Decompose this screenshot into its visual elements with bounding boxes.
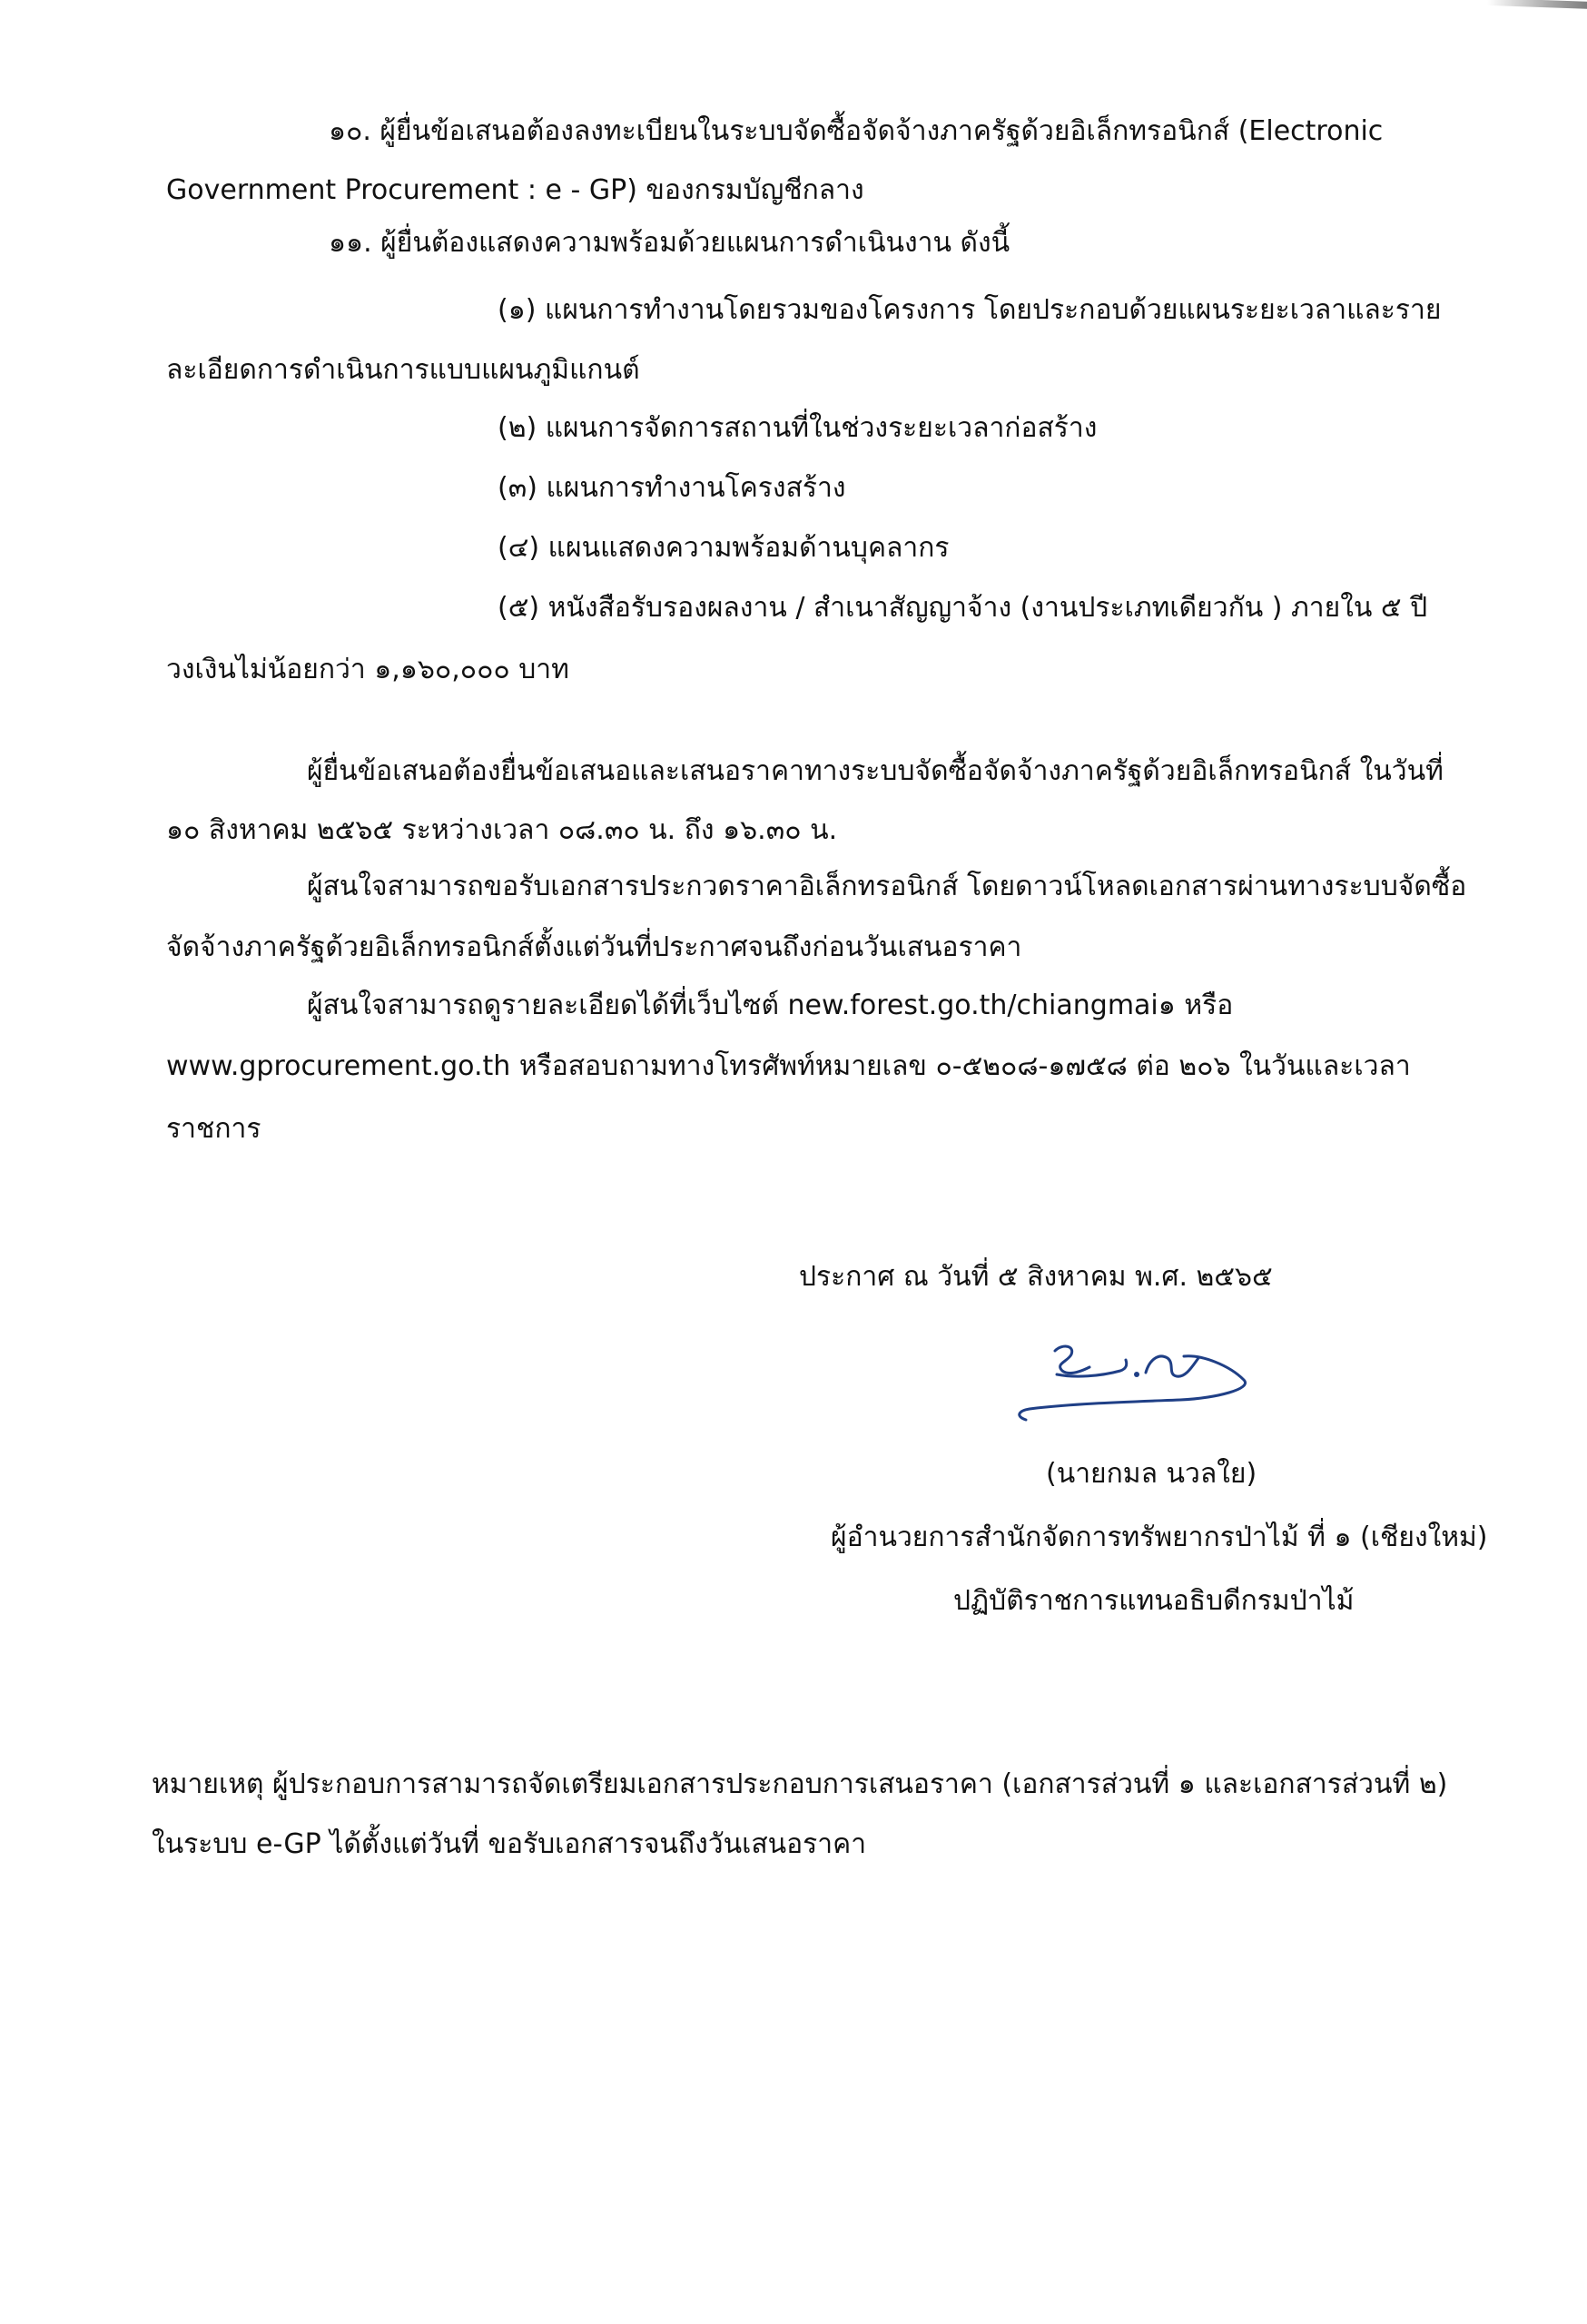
- plan-2: (๒) แผนการจัดการสถานที่ในช่วงระยะเวลาก่อสร้าง: [498, 412, 1098, 444]
- submission-line-1: ผู้ยื่นข้อเสนอต้องยื่นข้อเสนอและเสนอราคาทางระบบจัดซื้อจัดจ้างภาครัฐด้วยอิเล็กทรอนิกส์ ในวันที่: [307, 755, 1444, 787]
- plan-4: (๔) แผนแสดงความพร้อมด้านบุคลากร: [498, 532, 950, 564]
- signer-name: (นายกมล นวลใย): [1046, 1458, 1257, 1490]
- plan-5-line-2: วงเงินไม่น้อยกว่า ๑,๑๖๐,๐๐๐ บาท: [166, 654, 569, 685]
- note-line-2: ในระบบ e-GP ได้ตั้งแต่วันที่ ขอรับเอกสารจนถึงวันเสนอราคา: [152, 1828, 867, 1860]
- scan-corner-mark: [1487, 0, 1587, 9]
- plan-3: (๓) แผนการทำงานโครงสร้าง: [498, 472, 846, 504]
- website-line-2: www.gprocurement.go.th หรือสอบถามทางโทรศัพท์หมายเลข ๐-๕๒๐๘-๑๗๕๘ ต่อ ๒๐๖ ในวันและเวลา: [166, 1050, 1411, 1082]
- plan-5-line-1: (๕) หนังสือรับรองผลงาน / สำเนาสัญญาจ้าง (งานประเภทเดียวกัน ) ภายใน ๕ ปี: [498, 592, 1428, 624]
- submission-line-2: ๑๐ สิงหาคม ๒๕๖๕ ระหว่างเวลา ๐๘.๓๐ น. ถึง ๑๖.๓๐ น.: [166, 814, 838, 846]
- plan-1-line-2: ละเอียดการดำเนินการแบบแผนภูมิแกนต์: [166, 354, 640, 386]
- signer-position: ผู้อำนวยการสำนักจัดการทรัพยากรป่าไม้ ที่ ๑ (เชียงใหม่): [831, 1521, 1488, 1553]
- signature-graphic: [999, 1334, 1271, 1434]
- item-11-title: ๑๑. ผู้ยื่นต้องแสดงความพร้อมด้วยแผนการดำเนินงาน ดังนี้: [329, 227, 1010, 259]
- signature: [999, 1334, 1271, 1434]
- announce-date: ประกาศ ณ วันที่ ๕ สิงหาคม พ.ศ. ๒๕๖๕: [799, 1261, 1273, 1293]
- item-10-line-1: ๑๐. ผู้ยื่นข้อเสนอต้องลงทะเบียนในระบบจัดซื้อจัดจ้างภาครัฐด้วยอิเล็กทรอนิกส์ (Electronic: [329, 115, 1384, 147]
- signer-acting: ปฏิบัติราชการแทนอธิบดีกรมป่าไม้: [953, 1585, 1355, 1617]
- note-line-1: หมายเหตุ ผู้ประกอบการสามารถจัดเตรียมเอกสารประกอบการเสนอราคา (เอกสารส่วนที่ ๑ และเอกสารส่วนที่ ๒): [152, 1768, 1448, 1800]
- download-line-1: ผู้สนใจสามารถขอรับเอกสารประกวดราคาอิเล็กทรอนิกส์ โดยดาวน์โหลดเอกสารผ่านทางระบบจัดซื้อ: [307, 871, 1467, 902]
- website-line-1: ผู้สนใจสามารถดูรายละเอียดได้ที่เว็บไซต์ new.forest.go.th/chiangmai๑ หรือ: [307, 990, 1234, 1021]
- website-line-3: ราชการ: [166, 1113, 261, 1145]
- plan-1-line-1: (๑) แผนการทำงานโดยรวมของโครงการ โดยประกอบด้วยแผนระยะเวลาและราย: [498, 294, 1442, 326]
- item-10-line-2: Government Procurement : e - GP) ของกรมบัญชีกลาง: [166, 174, 864, 206]
- download-line-2: จัดจ้างภาครัฐด้วยอิเล็กทรอนิกส์ตั้งแต่วันที่ประกาศจนถึงก่อนวันเสนอราคา: [166, 931, 1022, 963]
